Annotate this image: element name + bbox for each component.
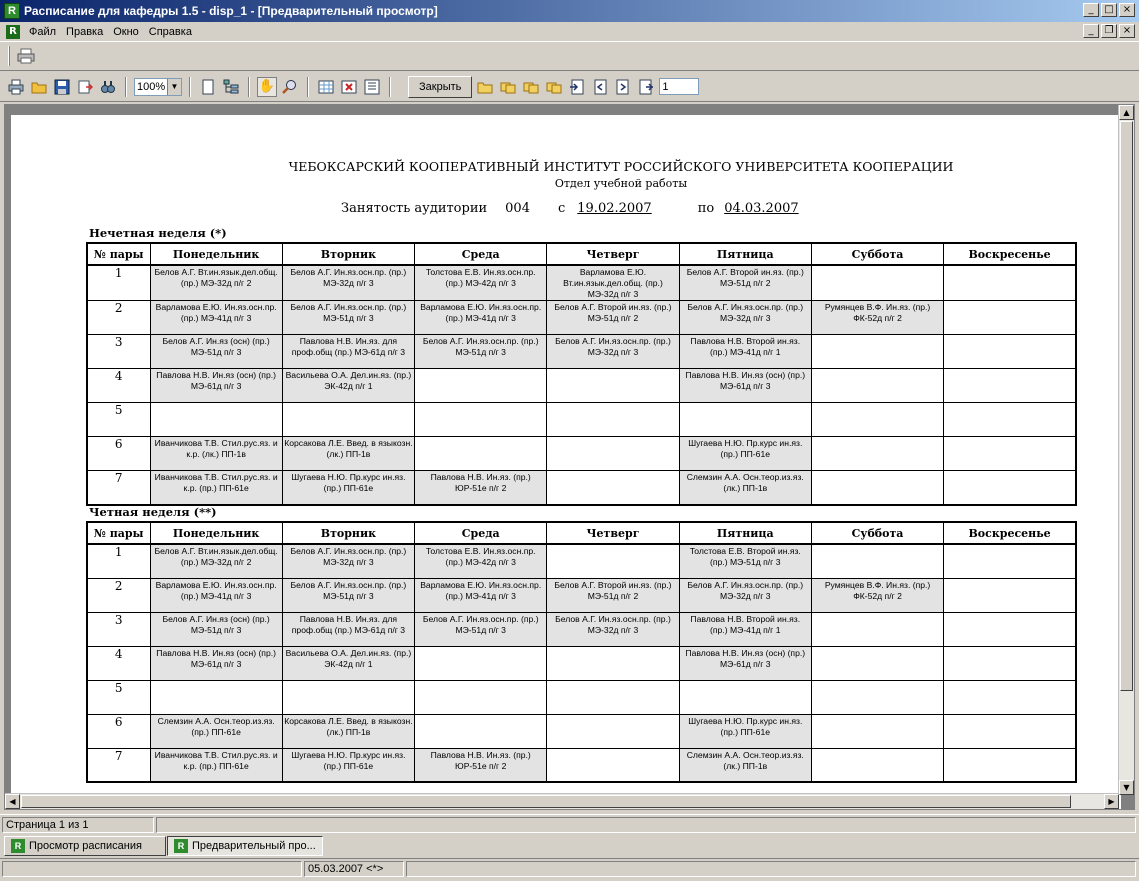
lesson-cell [944, 369, 1076, 403]
lesson-cell [282, 403, 414, 437]
toolbar-separator [189, 77, 191, 97]
lesson-cell [282, 680, 414, 714]
occupancy-label: Занятость аудитории [341, 201, 488, 216]
lesson-cell: Павлова Н.В. Ин.яз. (пр.) ЮР-51е п/г 2 [415, 748, 547, 782]
lesson-cell [811, 612, 943, 646]
scroll-left-icon[interactable]: ◀ [5, 794, 20, 809]
odd-col-header: Понедельник [150, 243, 282, 265]
scroll-right-icon[interactable]: ▶ [1104, 794, 1119, 809]
pair-number: 5 [87, 680, 150, 714]
child-close-button[interactable]: × [1119, 24, 1135, 38]
lesson-cell: Белов А.Г. Ин.яз.осн.пр. (пр.) МЭ-32д п/г 3 [679, 578, 811, 612]
menu-edit[interactable]: Правка [66, 25, 104, 38]
zoom-select[interactable] [134, 78, 182, 96]
menu-file[interactable]: Файл [29, 25, 57, 38]
pair-number: 7 [87, 748, 150, 782]
preview-toolbar [0, 72, 1139, 102]
lesson-cell: Румянцев В.Ф. Ин.яз. (пр.) ФК-52д п/г 2 [811, 301, 943, 335]
preview-icon: R [174, 839, 188, 853]
pair-number: 6 [87, 714, 150, 748]
printer-icon[interactable] [16, 46, 36, 66]
window-title: Расписание для кафедры 1.5 - disp_1 - [Предварительный просмотр] [24, 4, 438, 18]
date-to: 04.03.2007 [724, 201, 799, 216]
lesson-cell: Павлова Н.В. Ин.яз. (пр.) ЮР-51е п/г 2 [415, 471, 547, 505]
lesson-cell: Васильева О.А. Дел.ин.яз. (пр.) ЭК-42д п/г 1 [282, 369, 414, 403]
lesson-cell: Варламова Е.Ю. Ин.яз.осн.пр. (пр.) МЭ-41д п/г 3 [150, 301, 282, 335]
lesson-cell: Белов А.Г. Ин.яз.осн.пр. (пр.) МЭ-51д п/г 3 [415, 335, 547, 369]
lesson-cell: Павлова Н.В. Ин.яз. для проф.общ (пр.) МЭ-61д п/г 3 [282, 335, 414, 369]
lesson-cell: Варламова Е.Ю. Ин.яз.осн.пр. (пр.) МЭ-41д п/г 3 [415, 301, 547, 335]
close-window-button[interactable]: × [1119, 3, 1135, 17]
horizontal-scrollbar[interactable] [5, 793, 1119, 809]
even-col-header: Понедельник [150, 522, 282, 544]
lesson-cell [547, 403, 679, 437]
single-page-icon[interactable] [198, 77, 218, 97]
table-row [87, 714, 1076, 748]
vertical-scroll-thumb[interactable] [1120, 121, 1133, 691]
lesson-cell [811, 748, 943, 782]
bottom-status-bar [0, 858, 1139, 880]
folder-icon[interactable] [475, 77, 495, 97]
even-col-header: Вторник [282, 522, 414, 544]
menu-bar [0, 22, 1139, 41]
org-title: ЧЕБОКСАРСКИЙ КООПЕРАТИВНЫЙ ИНСТИТУТ РОССИЙСКОГО УНИВЕРСИТЕТА КООПЕРАЦИИ [288, 159, 954, 174]
table-row [87, 335, 1076, 369]
toolbar-separator [248, 77, 250, 97]
lesson-cell [547, 369, 679, 403]
tab-label: Предварительный про... [192, 840, 316, 852]
lesson-cell [811, 335, 943, 369]
lesson-cell [944, 265, 1076, 301]
lesson-cell: Белов А.Г. Ин.яз.осн.пр. (пр.) МЭ-32д п/г 3 [282, 265, 414, 301]
lesson-cell: Корсакова Л.Е. Введ. в языкозн. (лк.) ПП-1в [282, 714, 414, 748]
to-label: по [697, 201, 715, 216]
lesson-cell: Белов А.Г. Второй ин.яз. (пр.) МЭ-51д п/г 2 [679, 265, 811, 301]
maximize-button[interactable]: □ [1101, 3, 1117, 17]
odd-col-header: Четверг [547, 243, 679, 265]
lesson-cell [679, 403, 811, 437]
table-row [87, 369, 1076, 403]
lesson-cell [944, 471, 1076, 505]
lesson-cell: Белов А.Г. Ин.яз.осн.пр. (пр.) МЭ-32д п/г 3 [282, 544, 414, 578]
pair-number: 2 [87, 578, 150, 612]
lesson-cell [944, 403, 1076, 437]
lesson-cell [547, 680, 679, 714]
lesson-cell: Варламова Е.Ю. Ин.яз.осн.пр. (пр.) МЭ-41д п/г 3 [150, 578, 282, 612]
table-row [87, 471, 1076, 505]
lesson-cell: Белов А.Г. Ин.яз.осн.пр. (пр.) МЭ-32д п/г 3 [679, 301, 811, 335]
lesson-cell [944, 335, 1076, 369]
lesson-cell: Белов А.Г. Ин.яз.осн.пр. (пр.) МЭ-32д п/г 3 [547, 335, 679, 369]
vertical-scrollbar[interactable] [1118, 105, 1134, 795]
lesson-cell: Шугаева Н.Ю. Пр.курс ин.яз. (пр.) ПП-61е [679, 714, 811, 748]
app-icon: R [4, 3, 20, 19]
lesson-cell: Румянцев В.Ф. Ин.яз. (пр.) ФК-52д п/г 2 [811, 578, 943, 612]
lesson-cell [811, 646, 943, 680]
even-week-label: Четная неделя (**) [89, 505, 217, 519]
lesson-cell: Белов А.Г. Ин.яз (осн) (пр.) МЭ-51д п/г 3 [150, 335, 282, 369]
lesson-cell: Иванчикова Т.В. Стил.рус.яз. и к.р. (пр.) ПП-61е [150, 471, 282, 505]
page-number-input[interactable] [659, 78, 699, 95]
lesson-cell [415, 680, 547, 714]
toolbar-separator [125, 77, 127, 97]
lesson-cell: Толстова Е.В. Второй ин.яз. (пр.) МЭ-51д п/г 3 [679, 544, 811, 578]
lesson-cell: Павлова Н.В. Ин.яз (осн) (пр.) МЭ-61д п/г 3 [679, 369, 811, 403]
pair-number: 2 [87, 301, 150, 335]
table-row [87, 612, 1076, 646]
lesson-cell [944, 748, 1076, 782]
export-icon[interactable] [75, 77, 95, 97]
save-icon[interactable] [52, 77, 72, 97]
lesson-cell [811, 369, 943, 403]
minimize-button[interactable]: _ [1083, 3, 1099, 17]
lesson-cell: Павлова Н.В. Ин.яз (осн) (пр.) МЭ-61д п/г 3 [150, 646, 282, 680]
toolbar-separator [307, 77, 309, 97]
table-row [87, 265, 1076, 301]
table-row [87, 748, 1076, 782]
odd-week-table [86, 242, 1077, 506]
lesson-cell: Васильева О.А. Дел.ин.яз. (пр.) ЭК-42д п/г 1 [282, 646, 414, 680]
odd-col-header: Суббота [811, 243, 943, 265]
from-label: с [557, 201, 566, 216]
table-row [87, 578, 1076, 612]
even-col-header: Среда [415, 522, 547, 544]
main-toolbar [0, 41, 1139, 71]
current-date: 05.03.2007 <*> [304, 861, 404, 877]
lesson-cell [944, 544, 1076, 578]
status-left [2, 861, 302, 877]
zoom-tool-icon[interactable] [280, 77, 300, 97]
lesson-cell [944, 714, 1076, 748]
lesson-cell: Корсакова Л.Е. Введ. в языкозн. (лк.) ПП-1в [282, 437, 414, 471]
scroll-up-icon[interactable]: ▲ [1119, 105, 1134, 120]
lesson-cell [944, 612, 1076, 646]
tab-label: Просмотр расписания [29, 840, 142, 852]
table-row [87, 437, 1076, 471]
lesson-cell [415, 437, 547, 471]
even-col-header: Суббота [811, 522, 943, 544]
lesson-cell [811, 544, 943, 578]
odd-col-header: Среда [415, 243, 547, 265]
status-right [406, 861, 1136, 877]
lesson-cell: Павлова Н.В. Ин.яз (осн) (пр.) МЭ-61д п/г 3 [150, 369, 282, 403]
lesson-cell: Шугаева Н.Ю. Пр.курс ин.яз. (пр.) ПП-61е [282, 471, 414, 505]
lesson-cell [811, 265, 943, 301]
lesson-cell: Павлова Н.В. Второй ин.яз. (пр.) МЭ-41д п/г 1 [679, 335, 811, 369]
scroll-down-icon[interactable]: ▼ [1119, 780, 1134, 795]
lesson-cell: Белов А.Г. Ин.яз.осн.пр. (пр.) МЭ-51д п/г 3 [282, 578, 414, 612]
lesson-cell: Толстова Е.В. Ин.яз.осн.пр. (пр.) МЭ-42д п/г 3 [415, 265, 547, 301]
lesson-cell: Варламова Е.Ю. Ин.яз.осн.пр. (пр.) МЭ-41д п/г 3 [415, 578, 547, 612]
menu-window[interactable]: Окно [113, 25, 139, 38]
even-col-header: № пары [87, 522, 150, 544]
lesson-cell [944, 437, 1076, 471]
odd-col-header: Пятница [679, 243, 811, 265]
even-col-header: Воскресенье [944, 522, 1076, 544]
status-bar [0, 814, 1139, 834]
lesson-cell [150, 680, 282, 714]
lesson-cell [415, 403, 547, 437]
zoom-value: 100% [137, 80, 166, 93]
lesson-cell: Варламова Е.Ю. Вт.ин.язык.дел.общ. (пр.) МЭ-32д п/г 3 [547, 265, 679, 301]
department-title: Отдел учебной работы [554, 177, 688, 190]
tab-schedule-view[interactable] [4, 836, 166, 856]
pair-number: 4 [87, 646, 150, 680]
preview-viewport[interactable] [4, 104, 1135, 810]
lesson-cell: Слемзин А.А. Осн.теор.из.яз. (лк.) ПП-1в [679, 471, 811, 505]
pair-number: 7 [87, 471, 150, 505]
lesson-cell: Белов А.Г. Ин.яз.осн.пр. (пр.) МЭ-51д п/г 3 [282, 301, 414, 335]
next-page-icon[interactable] [544, 77, 564, 97]
pair-number: 1 [87, 544, 150, 578]
title-bar[interactable] [0, 0, 1139, 22]
lesson-cell [547, 748, 679, 782]
child-restore-button[interactable]: ❐ [1101, 24, 1117, 38]
lesson-cell [547, 437, 679, 471]
status-extra [156, 817, 1136, 833]
lesson-cell [415, 646, 547, 680]
lesson-cell [547, 544, 679, 578]
even-col-header: Пятница [679, 522, 811, 544]
lesson-cell [547, 646, 679, 680]
lesson-cell [811, 403, 943, 437]
table-row [87, 646, 1076, 680]
table-row [87, 403, 1076, 437]
last-record-icon[interactable] [636, 77, 656, 97]
chevron-down-icon[interactable]: ▼ [167, 79, 181, 95]
lesson-cell: Слемзин А.А. Осн.теор.из.яз. (лк.) ПП-1в [679, 748, 811, 782]
hand-tool-icon[interactable]: ✋ [257, 77, 277, 97]
schedule-icon: R [11, 839, 25, 853]
table-row [87, 680, 1076, 714]
print-icon[interactable] [6, 77, 26, 97]
lesson-cell: Иванчикова Т.В. Стил.рус.яз. и к.р. (пр.) ПП-61е [150, 748, 282, 782]
pair-number: 6 [87, 437, 150, 471]
pair-number: 1 [87, 265, 150, 301]
lesson-cell [811, 680, 943, 714]
pair-number: 5 [87, 403, 150, 437]
first-record-icon[interactable] [567, 77, 587, 97]
even-week-table [86, 521, 1077, 783]
prev-record-icon[interactable] [590, 77, 610, 97]
lesson-cell: Белов А.Г. Второй ин.яз. (пр.) МЭ-51д п/г 2 [547, 578, 679, 612]
find-icon[interactable] [98, 77, 118, 97]
lesson-cell: Павлова Н.В. Второй ин.яз. (пр.) МЭ-41д п/г 1 [679, 612, 811, 646]
pair-number: 4 [87, 369, 150, 403]
odd-col-header: Воскресенье [944, 243, 1076, 265]
lesson-cell [547, 471, 679, 505]
horizontal-scroll-thumb[interactable] [21, 795, 1071, 808]
table-row [87, 544, 1076, 578]
pair-number: 3 [87, 612, 150, 646]
lesson-cell: Белов А.Г. Ин.яз (осн) (пр.) МЭ-51д п/г 3 [150, 612, 282, 646]
room-number: 004 [505, 201, 530, 216]
lesson-cell [811, 471, 943, 505]
lesson-cell [811, 437, 943, 471]
page-status: Страница 1 из 1 [2, 817, 154, 833]
lesson-cell: Шугаева Н.Ю. Пр.курс ин.яз. (пр.) ПП-61е [679, 437, 811, 471]
pair-number: 3 [87, 335, 150, 369]
page-setup-icon[interactable] [316, 77, 336, 97]
date-from: 19.02.2007 [577, 201, 652, 216]
odd-col-header: Вторник [282, 243, 414, 265]
room-occupancy-line [341, 201, 799, 216]
next-record-icon[interactable] [613, 77, 633, 97]
toolbar-separator [389, 77, 391, 97]
lesson-cell: Белов А.Г. Ин.яз.осн.пр. (пр.) МЭ-51д п/г 3 [415, 612, 547, 646]
lesson-cell: Слемзин А.А. Осн.теор.из.яз. (пр.) ПП-61е [150, 714, 282, 748]
prev-page-icon[interactable] [521, 77, 541, 97]
lesson-cell: Иванчикова Т.В. Стил.рус.яз. и к.р. (лк.) ПП-1в [150, 437, 282, 471]
lesson-cell: Белов А.Г. Вт.ин.язык.дел.общ. (пр.) МЭ-32д п/г 2 [150, 544, 282, 578]
lesson-cell [811, 714, 943, 748]
tree-view-icon[interactable] [221, 77, 241, 97]
lesson-cell [944, 680, 1076, 714]
odd-col-header: № пары [87, 243, 150, 265]
lesson-cell [415, 369, 547, 403]
lesson-cell: Толстова Е.В. Ин.яз.осн.пр. (пр.) МЭ-42д п/г 3 [415, 544, 547, 578]
first-page-icon[interactable] [498, 77, 518, 97]
lesson-cell [944, 578, 1076, 612]
delete-page-icon[interactable] [339, 77, 359, 97]
open-folder-icon[interactable] [29, 77, 49, 97]
table-row [87, 301, 1076, 335]
lesson-cell: Павлова Н.В. Ин.яз (осн) (пр.) МЭ-61д п/г 3 [679, 646, 811, 680]
lesson-cell: Белов А.Г. Второй ин.яз. (пр.) МЭ-51д п/г 2 [547, 301, 679, 335]
lesson-cell [944, 301, 1076, 335]
window-tabs [0, 835, 1139, 857]
odd-week-label: Нечетная неделя (*) [89, 226, 227, 240]
child-minimize-button[interactable]: _ [1083, 24, 1099, 38]
lesson-cell [415, 714, 547, 748]
tab-preview[interactable] [167, 836, 323, 856]
lesson-cell: Белов А.Г. Ин.яз.осн.пр. (пр.) МЭ-32д п/г 3 [547, 612, 679, 646]
close-preview-button[interactable]: Закрыть [408, 76, 472, 98]
lesson-cell: Белов А.Г. Вт.ин.язык.дел.общ. (пр.) МЭ-32д п/г 2 [150, 265, 282, 301]
properties-icon[interactable] [362, 77, 382, 97]
document-icon[interactable]: R [6, 25, 20, 39]
lesson-cell: Шугаева Н.Ю. Пр.курс ин.яз. (пр.) ПП-61е [282, 748, 414, 782]
lesson-cell [547, 714, 679, 748]
report-page [11, 115, 1121, 810]
lesson-cell [679, 680, 811, 714]
lesson-cell: Павлова Н.В. Ин.яз. для проф.общ (пр.) МЭ-61д п/г 3 [282, 612, 414, 646]
lesson-cell [944, 646, 1076, 680]
menu-help[interactable]: Справка [148, 25, 192, 38]
even-col-header: Четверг [547, 522, 679, 544]
lesson-cell [150, 403, 282, 437]
